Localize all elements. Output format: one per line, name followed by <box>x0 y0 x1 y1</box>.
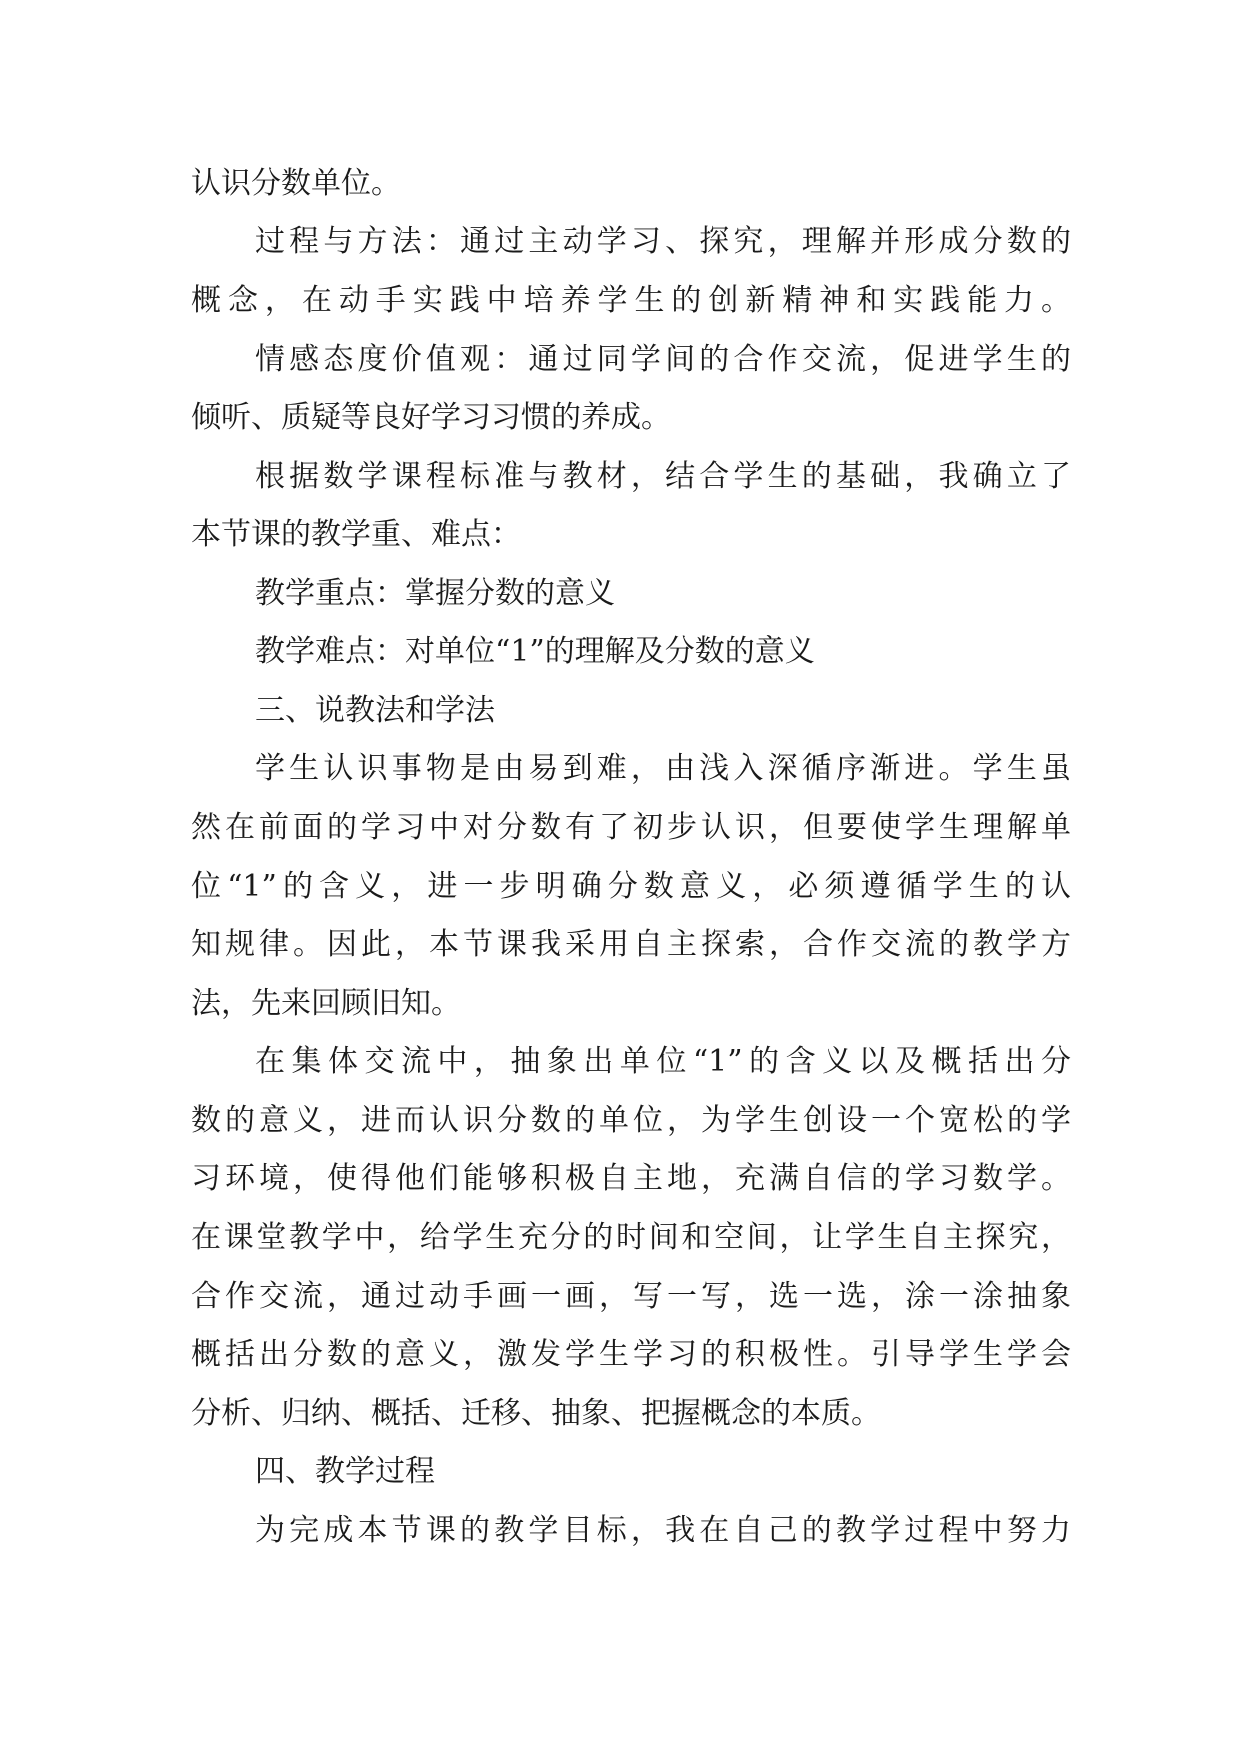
section-heading: 三、说教法和学法 <box>255 693 495 728</box>
section-heading: 四、教学过程 <box>255 1454 435 1489</box>
text-line: 合作交流，通过动手画一画，写一写，选一选，涂一涂抽象 <box>191 1279 1071 1314</box>
text-line: 过程与方法：通过主动学习、探究，理解并形成分数的 <box>255 224 1071 259</box>
text-line: 习环境，使得他们能够积极自主地，充满自信的学习数学。 <box>191 1161 1071 1196</box>
text-line: 根据数学课程标准与教材，结合学生的基础，我确立了 <box>255 459 1071 494</box>
text-line: 倾听、质疑等良好学习习惯的养成。 <box>191 400 671 435</box>
text-line: 情感态度价值观：通过同学间的合作交流，促进学生的 <box>255 342 1071 377</box>
text-line: 数的意义，进而认识分数的单位，为学生创设一个宽松的学 <box>191 1103 1071 1138</box>
text-line: 法，先来回顾旧知。 <box>191 986 461 1021</box>
text-line: 概念，在动手实践中培养学生的创新精神和实践能力。 <box>191 283 1071 318</box>
text-line: 然在前面的学习中对分数有了初步认识，但要使学生理解单 <box>191 810 1071 845</box>
text-line: 在课堂教学中，给学生充分的时间和空间，让学生自主探究， <box>191 1220 1071 1255</box>
text-line: 知规律。因此，本节课我采用自主探索，合作交流的教学方 <box>191 927 1071 962</box>
text-line: 认识分数单位。 <box>191 166 401 201</box>
text-line: 位“1”的含义，进一步明确分数意义，必须遵循学生的认 <box>191 869 1071 904</box>
text-line: 教学难点：对单位“1”的理解及分数的意义 <box>255 634 815 669</box>
text-line: 教学重点：掌握分数的意义 <box>255 576 615 611</box>
text-line: 为完成本节课的教学目标，我在自己的教学过程中努力 <box>255 1513 1071 1548</box>
text-line: 在集体交流中，抽象出单位“1”的含义以及概括出分 <box>255 1044 1071 1079</box>
text-line: 本节课的教学重、难点： <box>191 517 521 552</box>
text-line: 学生认识事物是由易到难，由浅入深循序渐进。学生虽 <box>255 751 1071 786</box>
text-line: 分析、归纳、概括、迁移、抽象、把握概念的本质。 <box>191 1396 881 1431</box>
text-line: 概括出分数的意义，激发学生学习的积极性。引导学生学会 <box>191 1337 1071 1372</box>
